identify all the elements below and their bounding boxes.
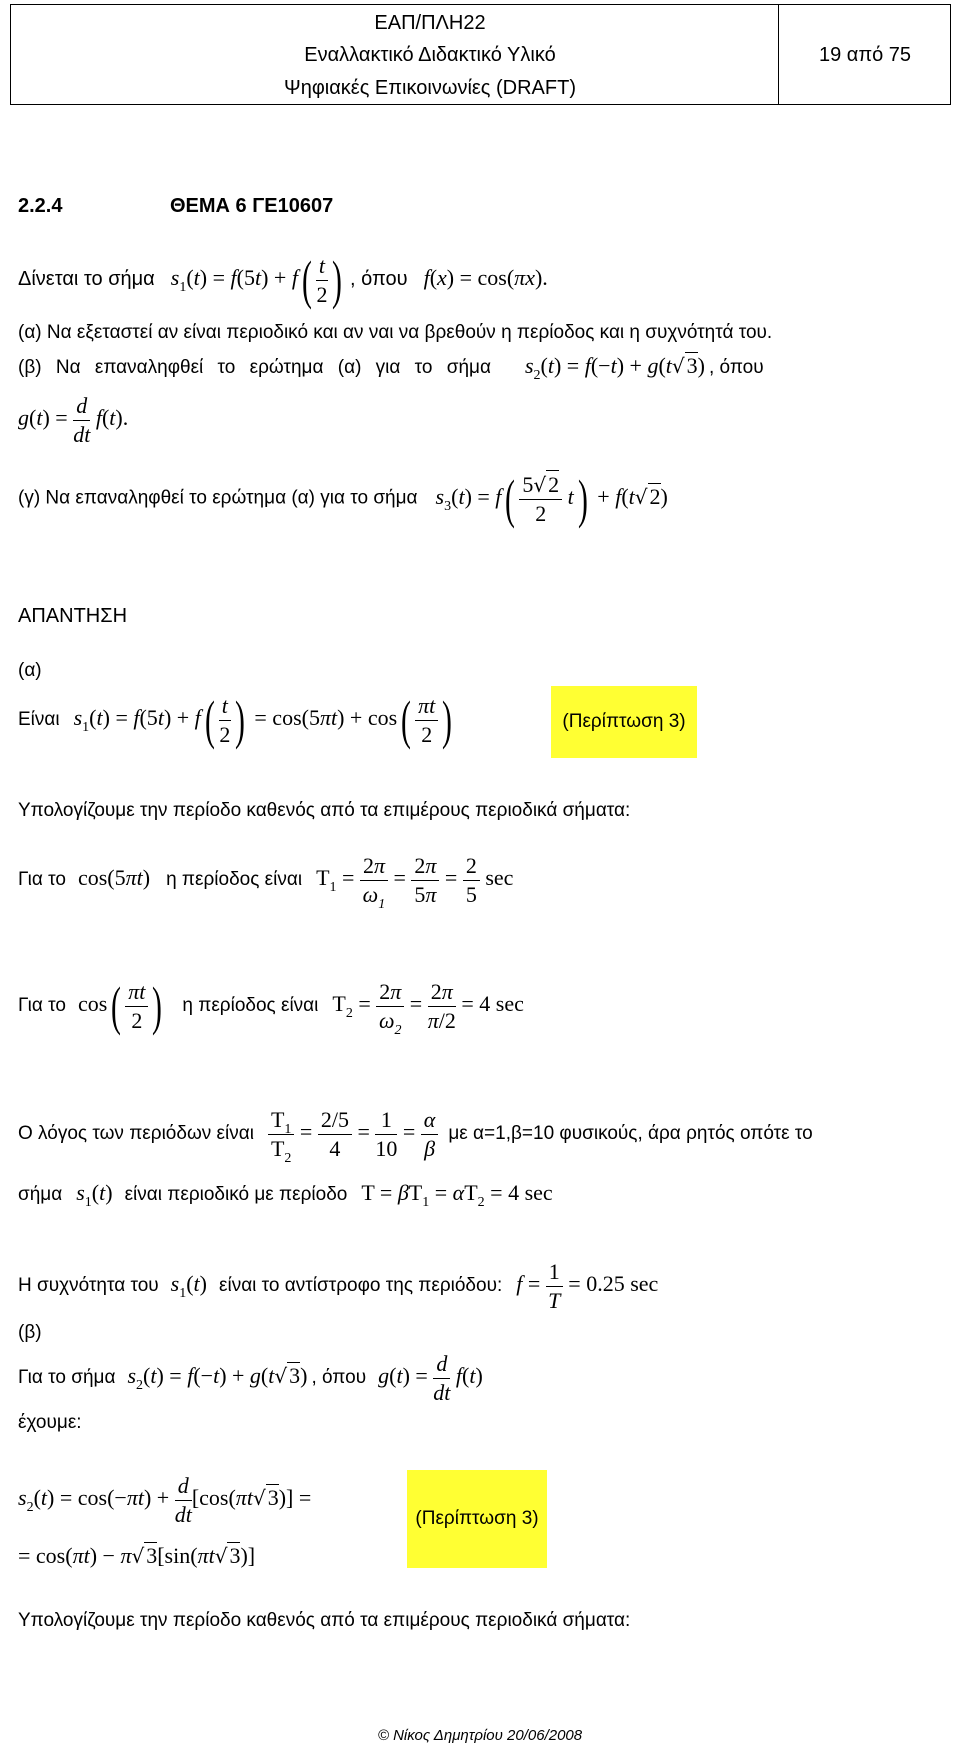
signal-period: σήμα $s_1(t)$ είναι περιοδικό με περίοδο $T = \beta T_1 = \alpha T_2 = 4$ sec [18, 1180, 553, 1210]
footer-copyright: © Νίκος Δημητρίου 20/06/2008 [377, 1727, 583, 1744]
period-is-2: η περίοδος είναι [182, 995, 319, 1017]
header-table [0, 0, 960, 110]
answer-b-signal: Για το σήμα $s_2(t) = f(-t) + g(t√3)$ , όπου g(t) = $\frac{d}{dt}$ f(t) [18, 1351, 483, 1405]
freq-mid: είναι το αντίστροφο της περιόδου: [219, 1275, 503, 1297]
b-intro: Για το σήμα [18, 1367, 116, 1389]
s2-derivation-line1: $s_2(t) = \cos(-\pi t)$ + $\frac{d}{dt}$ [cos(πt√3)] = [18, 1473, 312, 1527]
compute-periods-a: Υπολογίζουμε την περίοδο καθενός από τα επιμέρους περιοδικά σήματα: [18, 800, 631, 821]
section-number: 2.2.4 [18, 195, 63, 217]
given-prefix: Δίνεται το σήμα [18, 268, 155, 291]
s2-derivation-line2: = cos(πt) − π√3[sin(πt√3)] [18, 1543, 256, 1568]
ratio-prefix: Ο λόγος των περιόδων είναι [18, 1123, 254, 1145]
freq-prefix: Η συχνότητα του [18, 1275, 159, 1297]
periodic-with: είναι περιοδικό με περίοδο [124, 1184, 348, 1205]
for-the-1: Για το [18, 869, 66, 891]
answer-heading: ΑΠΑΝΤΗΣΗ [18, 605, 128, 627]
signal-word: σήμα [18, 1184, 63, 1205]
problem-given: Δίνεται το σήμα $s_1(t) = f(5t) + f$( $\frac{t}{2}$ ) , όπου f(x) = cos(πx). [18, 250, 548, 310]
period-t1: Για το cos(5πt) η περίοδος είναι $T_1$ = $\frac{2\pi}{\omega_1}$ = $\frac{2\pi}{5\pi}$ = $\frac{2}{5}$ sec [18, 853, 514, 912]
c-prefix: (γ) Να επαναληφθεί το ερώτημα (α) για το σήμα [18, 487, 418, 509]
g-definition: g(t) = $\frac{d}{dt}$ f(t). [18, 393, 129, 447]
period-ratio: Ο λόγος των περιόδων είναι $\frac{T_1}{T_2}$ = $\frac{2/5}{4}$ = $\frac{1}{10}$ = $\frac{\alpha}{\beta}$ με α=1,β=10 φυσικούς, άρα ρητός οπότε το [18, 1107, 813, 1166]
problem-c: (γ) Να επαναληφθεί το ερώτημα (α) για το σήμα $s_3(t) = f$( $\frac{5√2}{2}$ t) + f(t√2) [18, 468, 668, 529]
given-where: , όπου [350, 268, 408, 291]
problem-a: (α) Να εξεταστεί αν είναι περιοδικό και αν ναι να βρεθούν η περίοδος και η συχνότητά του. [18, 322, 773, 343]
answer-a-label: (α) [18, 660, 42, 681]
b-where: , όπου [311, 1367, 367, 1389]
period-is-1: η περίοδος είναι [166, 869, 303, 891]
problem-b: (β) Να επαναληφθεί το ερώτημα (α) για το σήμα $s_2(t) = f(-t) + g(t√3)$ , όπου [18, 353, 764, 383]
header-page-number: 19 από 75 [818, 44, 912, 66]
header-course: ΕΑΠ/ΠΛΗ22 [374, 12, 486, 34]
answer-a-equation: Είναι $s_1(t) = f(5t) + f$( $\frac{t}{2}$ ) = cos(5πt) + cos( $\frac{\pi t}{2}$ ) [18, 690, 453, 750]
frequency: Η συχνότητα του $s_1(t)$ είναι το αντίστροφο της περιόδου: f = $\frac{1}{T}$ = 0.25 sec [18, 1259, 659, 1313]
a-intro: Είναι [18, 709, 60, 731]
b-suffix: , όπου [708, 357, 764, 378]
ratio-suffix: με α=1,β=10 φυσικούς, άρα ρητός οπότε το [448, 1123, 813, 1145]
period-t2: Για το cos( $\frac{\pi t}{2}$ ) η περίοδος είναι $T_2$ = $\frac{2\pi}{\omega_2}$ = $\frac{2\pi}{\pi/2}$ = 4 sec [18, 976, 524, 1038]
header-subject: Ψηφιακές Επικοινωνίες (DRAFT) [284, 77, 576, 99]
case-note-a: (Περίπτωση 3) [551, 686, 697, 758]
header-material: Εναλλακτικό Διδακτικό Υλικό [304, 44, 556, 66]
we-have: έχουμε: [18, 1412, 82, 1433]
case-note-b: (Περίπτωση 3) [407, 1470, 547, 1568]
b-prefix: (β) Να επαναληφθεί το ερώτημα (α) για το σήμα [18, 357, 491, 378]
section-title: ΘΕΜΑ 6 ΓΕ10607 [170, 195, 334, 217]
for-the-2: Για το [18, 995, 66, 1017]
answer-b-label: (β) [18, 1322, 42, 1343]
compute-periods-b: Υπολογίζουμε την περίοδο καθενός από τα επιμέρους περιοδικά σήματα: [18, 1610, 631, 1631]
